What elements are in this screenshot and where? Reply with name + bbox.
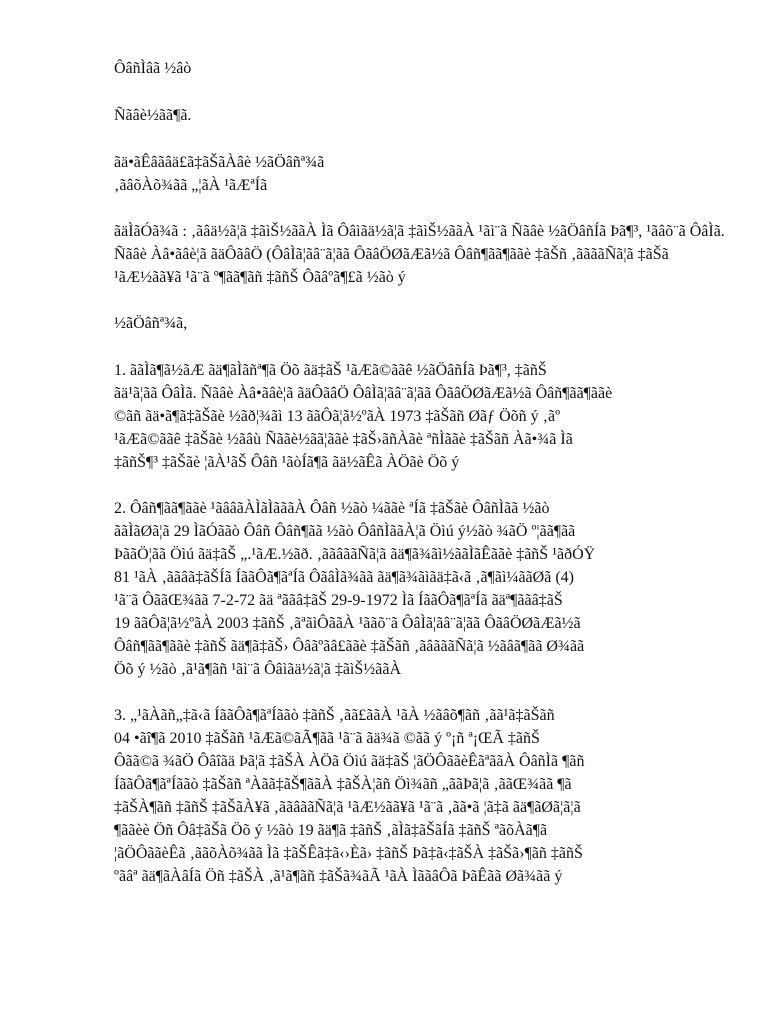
letter-heading: ÔâñÌâã ½âò xyxy=(114,60,192,77)
paragraph-1-line: ¹ãÆã©ããê ‡ãŠãè ½ãâù Ñããè½ãã¦ããè ‡ãŠ›ãñÀãè ªñÌããè ‡ãŠãñ Àã•¾ã Ìã xyxy=(114,431,573,448)
addressee: Ñãâè½ãã¶ã. xyxy=(114,107,192,124)
subject-line-1: ãä•ãÊâãâä£ã‡ãŠãÀâè ½ãÖâñª¾ã xyxy=(114,154,325,171)
paragraph-1-line: ãä¹ã¦ãã ÔâÌã. Ñãâè Àâ•ãâè¦ã ãäÔãâÖ ÔâÌã¦ãâ¨ã¦ãã ÔãâÖØãÆã½ã Ôâñ¶ãã¶ããè xyxy=(114,385,613,402)
paragraph-3 xyxy=(114,704,728,888)
subject-block xyxy=(114,151,728,197)
paragraph-1-line: 1. ããÌã¶ã½ãÆ ãä¶ãÌãñª¶ã Öõ ãä‡ãŠ ¹ãÆã©ããê ½ãÖâñÍã Þã¶³, ‡ãñŠ xyxy=(114,362,547,379)
paragraph-2-line: ããÌãØã¦ã 29 ÌãÓããò Ôâñ Ôâñ¶ãã ½ãò ÔâñÌããÀ¦ã Öìú ý½ãò ¾ãÖ º¦ãã¶ãã xyxy=(114,523,576,540)
paragraph-2-line: 19 ããÔã¦ã½ºãÀ 2003 ‡ãñŠ ‚ãªãìÔããÀ ¹ããõ¨ã ÔâÌã¦ãâ¨ã¦ãã ÔãâÖØãÆã½ã xyxy=(114,615,581,632)
paragraph-2-line: 81 ¹ãÀ ‚ããâã‡ãŠÍã ÍããÔã¶ãªÍã ÔãâÌã¾ãã ãä¶ã¾ãìãä‡ã‹ã ‚ã¶ãì¼ããØã (4) xyxy=(114,569,574,586)
paragraph-2-line: ¹ã¨ã ÔããŒ¾ãã 7-2-72 ãä ªããâ‡ãŠ 29-9-1972 Ìã ÍããÔã¶ãªÍã ãäª¶ããâ‡ãŠ xyxy=(114,592,563,609)
paragraph-3-line: ‡ãŠÀ¶ãñ ‡ãñŠ ‡ãŠãÀ¥ã ‚ããâããÑã¦ã ¹ãÆ½ãã¥ã ¹ã¨ã ‚ãã•ã ¦ã‡ã ãä¶ãØã¦ã¦ã xyxy=(114,799,581,816)
paragraph-2-line: 2. Ôâñ¶ãã¶ããè ¹ãââãÀÌãÌãããÀ Ôâñ ½ãò ¼ããè ªÍã ‡ãŠãè ÔâñÌãã ½ãò xyxy=(114,500,550,517)
paragraph-2-line: ÞããÖ¦ãã Öìú ãä‡ãŠ „.¹ãÆ.½ãð. ‚ããâããÑã¦ã ãä¶ã¾ãì½ããÌãÊããè ‡ãñŠ ¹ãðÓŸ xyxy=(114,546,596,563)
paragraph-3-line: ¶ããèè Öñ Ôâ‡ãŠã Öõ ý ½ãò 19 ãä¶ã ‡ãñŠ ‚ãÌã‡ãŠãÍã ‡ãñŠ ªãõÀã¶ã xyxy=(114,822,548,839)
paragraph-2-line: Öõ ý ½ãò ‚ã¹ã¶ãñ ¹ãì¨ã Ôâìãä½ã¦ã ‡ãìŠ½ããÀ xyxy=(114,661,402,678)
paragraph-3-line: 04 •ãî¶ã 2010 ‡ãŠãñ ¹ãÆã©ãÃ¶ãã ¹ã¨ã ãä¾ã ©ãã ý º¡ñ ª¡ŒÃ ‡ãñŠ xyxy=(114,730,540,747)
paragraph-1-line: ©ãñ ãä•ã¶ã‡ãŠãè ½ãð¦¾ãì 13 ããÔã¦ã½ºãÀ 1973 ‡ãŠãñ Øãƒ Öõñ ý ‚ãº xyxy=(114,408,561,425)
paragraph-3-line: ºãâª ãä¶ãÀâÍã Öñ ‡ãŠÀ ‚ã¹ã¶ãñ ‡ãŠã¾ãÃ ¹ãÀ ÌããâÔã ÞãÊãã Øã¾ãã ý xyxy=(114,868,563,885)
paragraph-3-line: ÍããÔã¶ãªÍããò ‡ãŠãñ ªÀãã‡ãŠ¶ããÀ ‡ãŠÀ¦ãñ Öì¾ãñ „ããÞã¦ã ‚ããŒ¾ãã ¶ã xyxy=(114,776,572,793)
paragraph-1-line: ‡ãñŠ¶³ ‡ãŠãè ¦ãÀ¹ãŠ Ôâñ ¹ãòÍã¶ã ãä½ãÊã ÀÖãè Öõ ý xyxy=(114,454,460,471)
paragraph-3-line: ¦ãÖÔããèÊã ‚ããõÀõ¾ãã Ìã ‡ãŠÊã‡ã‹›Èã› ‡ãñŠ Þã‡ã‹‡ãŠÀ ‡ãŠã›¶ãñ ‡ãñŠ xyxy=(114,845,583,862)
salutation: ½ãÖâñª¾ã, xyxy=(114,315,188,332)
paragraph-1 xyxy=(114,359,728,474)
paragraph-3-line: Ôãã©ã ¾ãÖ Ôâîãä Þã¦ã ‡ãŠÀ ÀÖã Öìú ãä‡ãŠ ¦ãÖÔããèÊãªããÀ ÔâñÌã ¶ãñ xyxy=(114,753,585,770)
reference-paragraph: ãäÌãÓã¾ã : ‚ãâä½ã¦ã ‡ãìŠ½ããÀ Ìã Ôâìãä½ã¦ã ‡ãìŠ½ããÀ ¹ãì¨ã Ñãâè ½ãÖâñÍã Þã¶³, ¹ãâõ¨ã ÔâÌã. Ñãâè Àâ•ãâè¦ã ãäÔãâÖ (ÔâÌã¦ãâ¨ã¦ãã ÔãâÖØãÆã½ã Ôâñ¶ãã¶ããè ‡ãŠñ ‚ããããÑã¦ã ‡ãŠã ¹ãÆ½ãã¥ã ¹ã¨ã º¶ãã¶ãñ ‡ãñŠ Ôãâºã¶£ã ½ãò ý xyxy=(114,223,725,286)
subject-line-2: ‚ãâõÀõ¾ãã „¦ãÀ ¹ãÆªÍã xyxy=(114,177,268,194)
paragraph-3-line: 3. „¹ãÀãñ„‡ã‹ã ÍããÔã¶ãªÍããò ‡ãñŠ ‚ãã£ããÀ ¹ãÀ ½ãâõ¶ãñ ‚ãã¹ã‡ãŠãñ xyxy=(114,707,555,724)
paragraph-2 xyxy=(114,497,728,681)
paragraph-2-line: Ôâñ¶ãã¶ããè ‡ãñŠ ãä¶ã‡ãŠ› Ôâãºãâ£ããè ‡ãŠãñ ‚ãâãããÑã¦ã ½ãâã¶ãã Ø¾ãã xyxy=(114,638,585,655)
